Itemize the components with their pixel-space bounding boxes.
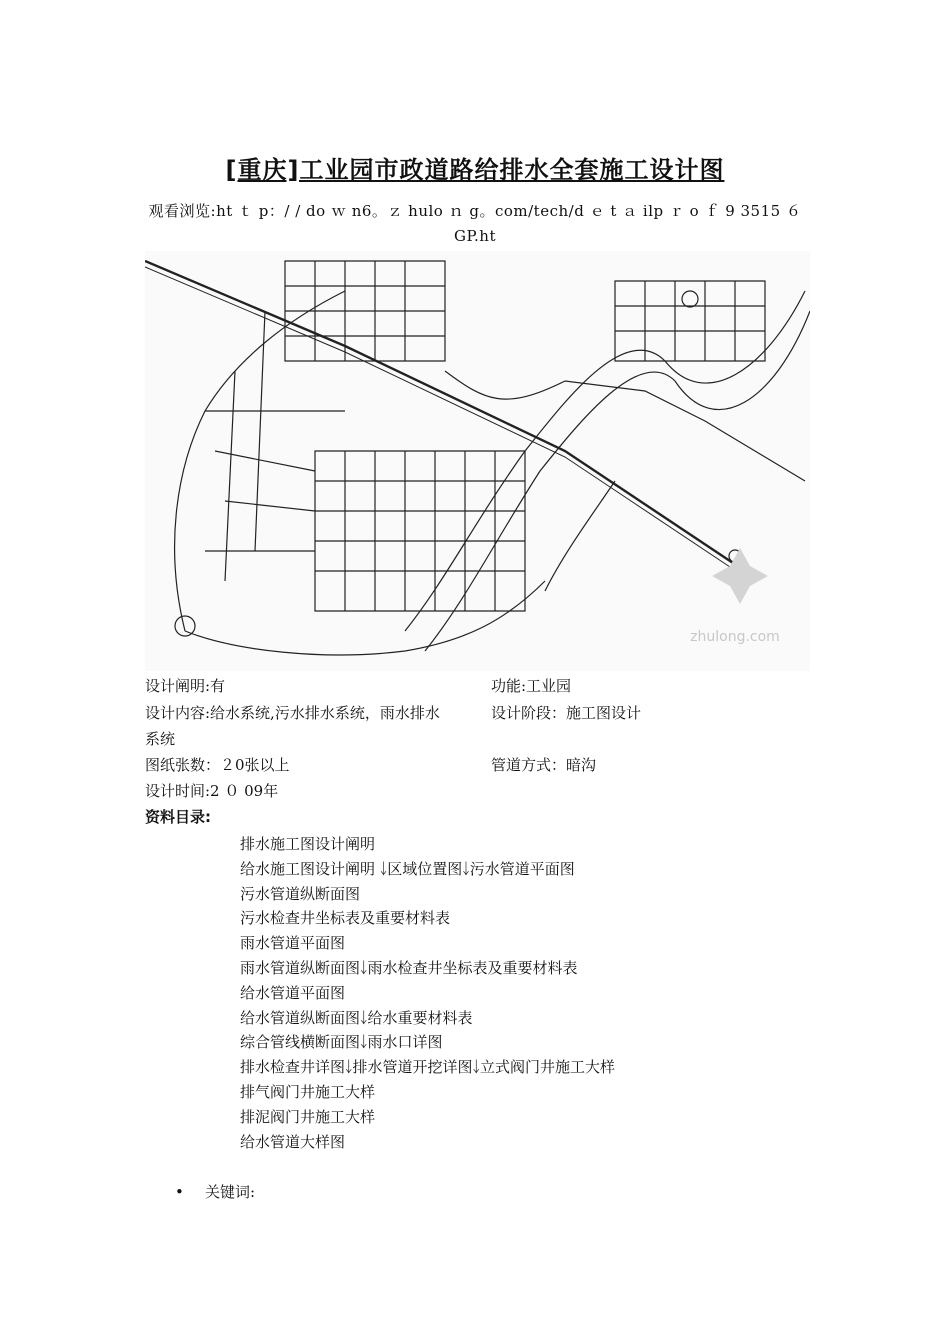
toc-item: 污水管道纵断面图 [240,884,361,903]
toc-item: 排气阀门井施工大样 [240,1082,376,1101]
bullet-icon: • [175,1183,184,1201]
toc-item: 给水管道大样图 [240,1132,346,1151]
toc-heading: 资料目录: [145,808,211,826]
design-content-line-2: 系统 [145,730,176,748]
design-content [145,700,440,752]
toc-item: 综合管线横断面图￬雨水口详图 [240,1033,443,1052]
keywords [175,1181,255,1202]
toc-item: 给水施工图设计阐明 ￬区域位置图￬污水管道平面图 [240,859,575,878]
toc-item: 雨水管道纵断面图￬雨水检查井坐标表及重要材料表 [240,958,578,977]
toc-list [240,832,615,1154]
keywords-label: 关键词: [205,1183,256,1201]
toc-item: 排水检查井详图￬排水管道开挖详图￬立式阀门井施工大样 [240,1058,616,1077]
toc-item: 给水管道平面图 [240,983,346,1002]
toc-item: 雨水管道平面图 [240,934,346,953]
design-time: 设计时间:2 ０ 09年 [145,782,279,800]
url-line-1: 观看浏览:ht ｔ p：/ / do ｗ n6。ｚ hulo ｎ g。com/tech/d ｅ t ａ ilp ｒ o ｆ 9 3515 ６ GP.ht [148,202,802,245]
design-note: 设计阐明:有 [145,677,226,695]
toc-item: 污水检查井坐标表及重要材料表 [240,909,451,928]
design-content-line-1: 设计内容:给水系统,污水排水系统，雨水排水 [145,704,440,722]
sheet-count: 图纸张数：２0张以上 [145,756,290,774]
city-map-image [145,251,810,671]
map-watermark: zhulong.com [690,629,780,645]
toc-item: 排水施工图设计阐明 [240,835,376,853]
function: 功能:工业园 [491,677,572,695]
toc-item: 给水管道纵断面图￬给水重要材料表 [240,1008,473,1027]
pipe-method: 管道方式：暗沟 [491,756,597,774]
design-stage: 设计阶段：施工图设计 [491,704,642,722]
toc-item: 排泥阀门井施工大样 [240,1107,376,1126]
page-title: [重庆]工业园市政道路给排水全套施工设计图 [225,156,725,184]
